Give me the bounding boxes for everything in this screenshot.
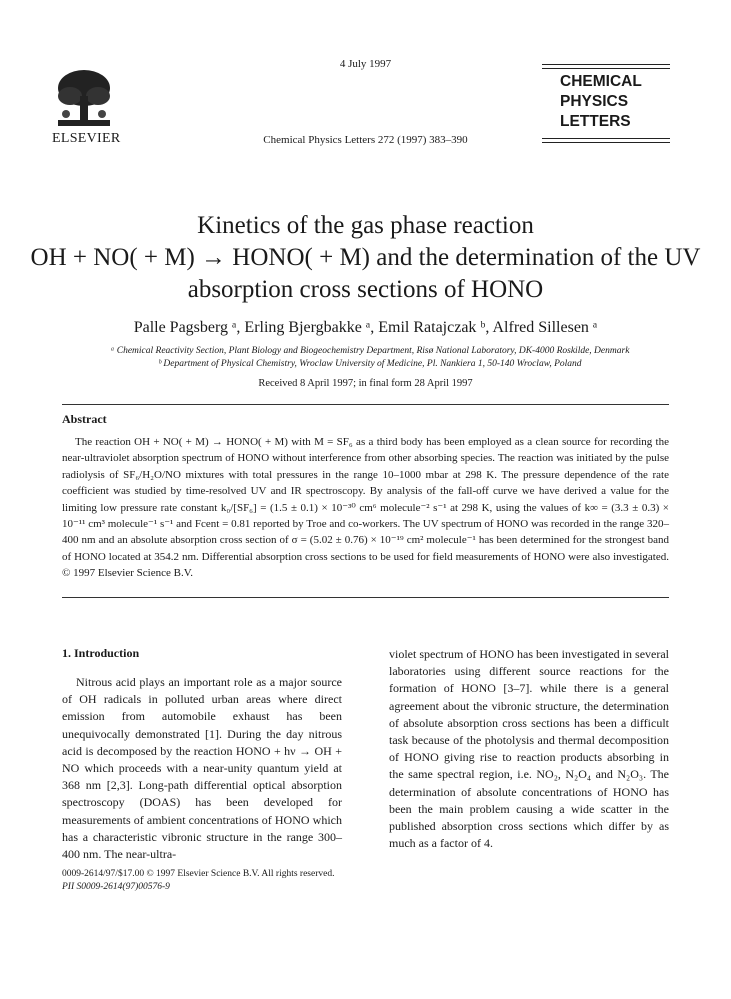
intro-paragraph-left: Nitrous acid plays an important role as a major source of OH radicals in polluted urban areas where direct emission from automobile exhaust has been unequivocally demonstrated [1]. During the day nitrous acid is decomposed by the reaction HONO + hν → OH + NO which proceeds with a near-unity quantum yield at 368 nm [2,3]. Long-path differential optical absorption spectroscopy (DOAS) has been developed for measurements of ambient concentrations of HONO which has a characteristic vibronic structure in the range 300–400 nm. The near-ultra- xyxy=(62,675,342,862)
title-line-2: OH + NO( + M) → HONO( + M) and the determination of the UV xyxy=(30,244,701,271)
right-column xyxy=(389,646,669,852)
title-line-1: Kinetics of the gas phase reaction xyxy=(197,212,534,239)
journal-rule-bottom xyxy=(542,142,670,143)
journal-rule-top-thin xyxy=(542,68,670,69)
affiliation-b: ᵇ Department of Physical Chemistry, Wroclaw University of Medicine, Pl. Nankiera 1, 50-140 Wroclaw, Poland xyxy=(158,359,582,369)
journal-logotype xyxy=(560,72,670,132)
title-line-3: absorption cross sections of HONO xyxy=(187,276,544,303)
left-column xyxy=(62,674,342,863)
journal-line-3: LETTERS xyxy=(560,113,631,130)
publisher-name: ELSEVIER xyxy=(52,131,121,146)
journal-rule-top xyxy=(542,64,670,65)
abstract-text: The reaction OH + NO( + M) → HONO( + M) with M = SF₆ as a third body has been employed as a clean source for recording the near-ultraviolet absorption spectrum of HONO without interference from other absorbing species. The reaction was initiated by the pulse radiolysis of SF₆/H₂O/NO mixtures with total pressures in the range 10–1000 mbar at 298 K. The pressure dependence of the rate coefficient was studied by time-resolved UV and IR spectroscopy. By analysis of the fall-off curve we have derived a value for the limiting low pressure rate constant k₀/[SF₆] = (1.5 ± 0.1) × 10⁻³⁰ cm⁶ molecule⁻² s⁻¹ at 298 K, using the values of k∞ = (3.3 ± 0.3) × 10⁻¹¹ cm³ molecule⁻¹ s⁻¹ and Fcent = 0.81 reported by Troe and co-workers. The UV spectrum of HONO was recorded in the range 320–400 nm and an absolute absorption cross section of σ = (5.02 ± 0.76) × 10⁻¹⁹ cm² molecule⁻¹ has been determined for the strongest band of HONO located at 354.2 nm. Differential absorption cross sections to be used for field measurements of HONO were also investigated. © 1997 Elsevier Science B.V. xyxy=(62,436,669,580)
article-title xyxy=(0,210,731,306)
received-dates: Received 8 April 1997; in final form 28 April 1997 xyxy=(258,378,473,389)
abstract-body xyxy=(62,434,669,582)
section-heading: 1. Introduction xyxy=(62,646,140,660)
journal-citation: Chemical Physics Letters 272 (1997) 383–390 xyxy=(263,134,468,146)
affiliation-a: ᵃ Chemical Reactivity Section, Plant Biology and Biogeochemistry Department, Risø National Laboratory, DK-4000 Roskilde, Denmark xyxy=(110,346,630,356)
pii-line: PII S0009-2614(97)00576-9 xyxy=(62,882,170,892)
journal-rule-bottom-thin xyxy=(542,138,670,139)
journal-line-2: PHYSICS xyxy=(560,93,629,110)
copyright-line: 0009-2614/97/$17.00 © 1997 Elsevier Science B.V. All rights reserved. xyxy=(62,869,335,879)
journal-line-1: CHEMICAL xyxy=(560,73,642,90)
affiliations xyxy=(40,345,700,371)
abstract-bottom-rule xyxy=(62,597,669,598)
author-list: Palle Pagsberg ᵃ, Erling Bjergbakke ᵃ, Emil Ratajczak ᵇ, Alfred Sillesen ᵃ xyxy=(133,319,598,336)
footer xyxy=(62,868,334,894)
abstract-top-rule xyxy=(62,404,669,405)
abstract-heading: Abstract xyxy=(62,412,107,426)
intro-paragraph-right: violet spectrum of HONO has been investigated in several laboratories using different source reactions for the formation of HONO [3–7]. while there is a general agreement about the vibronic structure, the determination of absolute absorption cross sections has been a difficult task because of the photolysis and thermal decomposition of HONO giving rise to reaction products absorbing in the same spectral region, i.e. NO₂, N₂O₄ and N₂O₃. The determination of absolute concentrations of HONO has been the main problem causing a wide scatter in the published absorption cross sections which differ by as much as a factor of 4. xyxy=(389,647,669,851)
issue-date: 4 July 1997 xyxy=(339,58,392,70)
elsevier-tree-logo xyxy=(52,66,116,130)
